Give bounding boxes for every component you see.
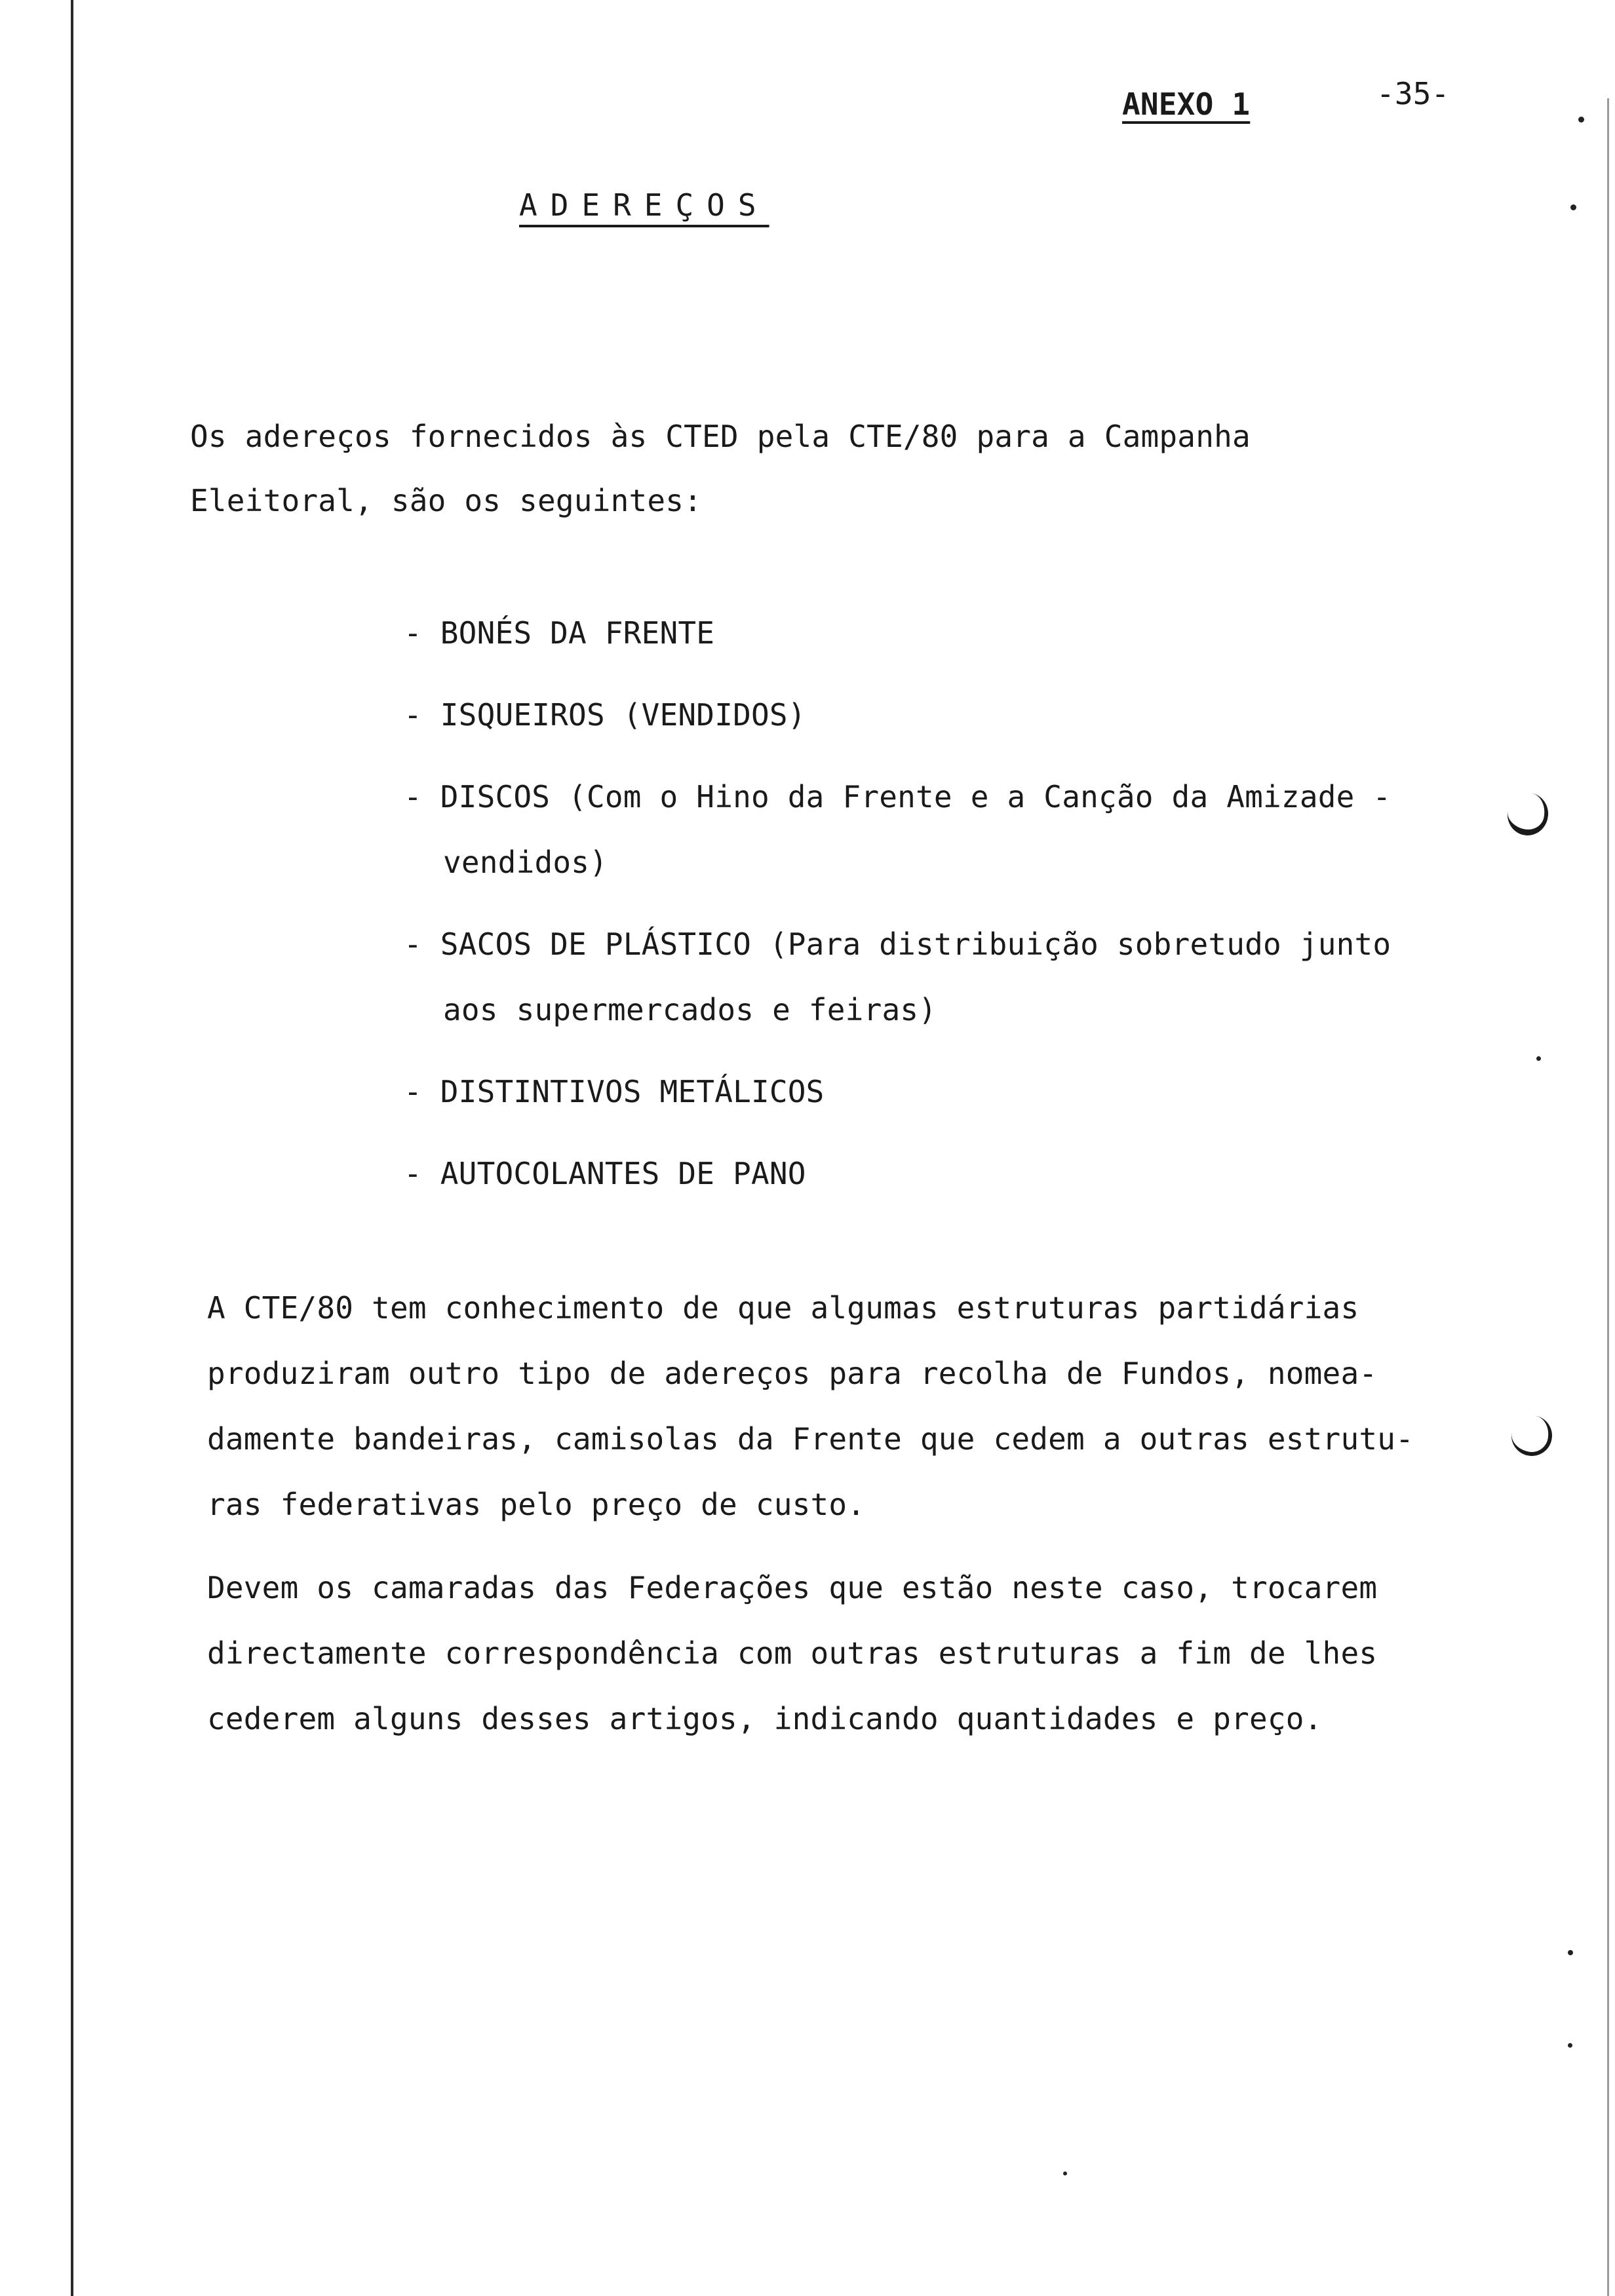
page-right-edge — [1607, 98, 1609, 2296]
intro-line-2: Eleitoral, são os seguintes: — [190, 483, 703, 518]
page-number: -35- — [1376, 76, 1450, 111]
list-item-2: - ISQUEIROS (VENDIDOS) — [404, 697, 806, 733]
page-title: ADEREÇOS — [519, 187, 769, 223]
intro-line-1: Os adereços fornecidos às CTED pela CTE/80 para a Campanha — [190, 419, 1251, 454]
paragraph-2-line-3: cederem alguns desses artigos, indicando quantidades e preço. — [207, 1701, 1323, 1736]
list-item-5: - DISTINTIVOS METÁLICOS — [404, 1074, 825, 1109]
scan-speck — [1568, 2043, 1572, 2048]
paragraph-1-line-1: A CTE/80 tem conhecimento de que algumas estruturas partidárias — [207, 1290, 1359, 1326]
scan-speck — [1570, 204, 1576, 210]
list-item-1: - BONÉS DA FRENTE — [404, 615, 715, 651]
paragraph-1-line-3: damente bandeiras, camisolas da Frente que cedem a outras estrutu- — [207, 1421, 1414, 1457]
scan-speck — [1578, 117, 1584, 123]
list-item-3-continuation: vendidos) — [443, 845, 608, 880]
binder-hole-mark — [1504, 790, 1551, 839]
paragraph-2-line-1: Devem os camaradas das Federações que estão neste caso, trocarem — [207, 1570, 1378, 1605]
paragraph-1-line-2: produziram outro tipo de adereços para recolha de Fundos, nomea- — [207, 1356, 1378, 1391]
paragraph-1-line-4: ras federativas pelo preço de custo. — [207, 1487, 866, 1522]
scan-speck — [1536, 1056, 1541, 1061]
list-item-4: - SACOS DE PLÁSTICO (Para distribuição sobretudo junto — [404, 927, 1391, 962]
page-left-edge — [71, 0, 73, 2296]
scan-speck — [1568, 1950, 1573, 1955]
scan-speck — [1063, 2172, 1067, 2175]
list-item-4-continuation: aos supermercados e feiras) — [443, 992, 937, 1027]
paragraph-2-line-2: directamente correspondência com outras estruturas a fim de lhes — [207, 1636, 1378, 1671]
list-item-3: - DISCOS (Com o Hino da Frente e a Canção da Amizade - — [404, 779, 1391, 814]
binder-hole-mark — [1508, 1412, 1555, 1459]
annex-label: ANEXO 1 — [1122, 86, 1251, 122]
list-item-6: - AUTOCOLANTES DE PANO — [404, 1156, 806, 1191]
